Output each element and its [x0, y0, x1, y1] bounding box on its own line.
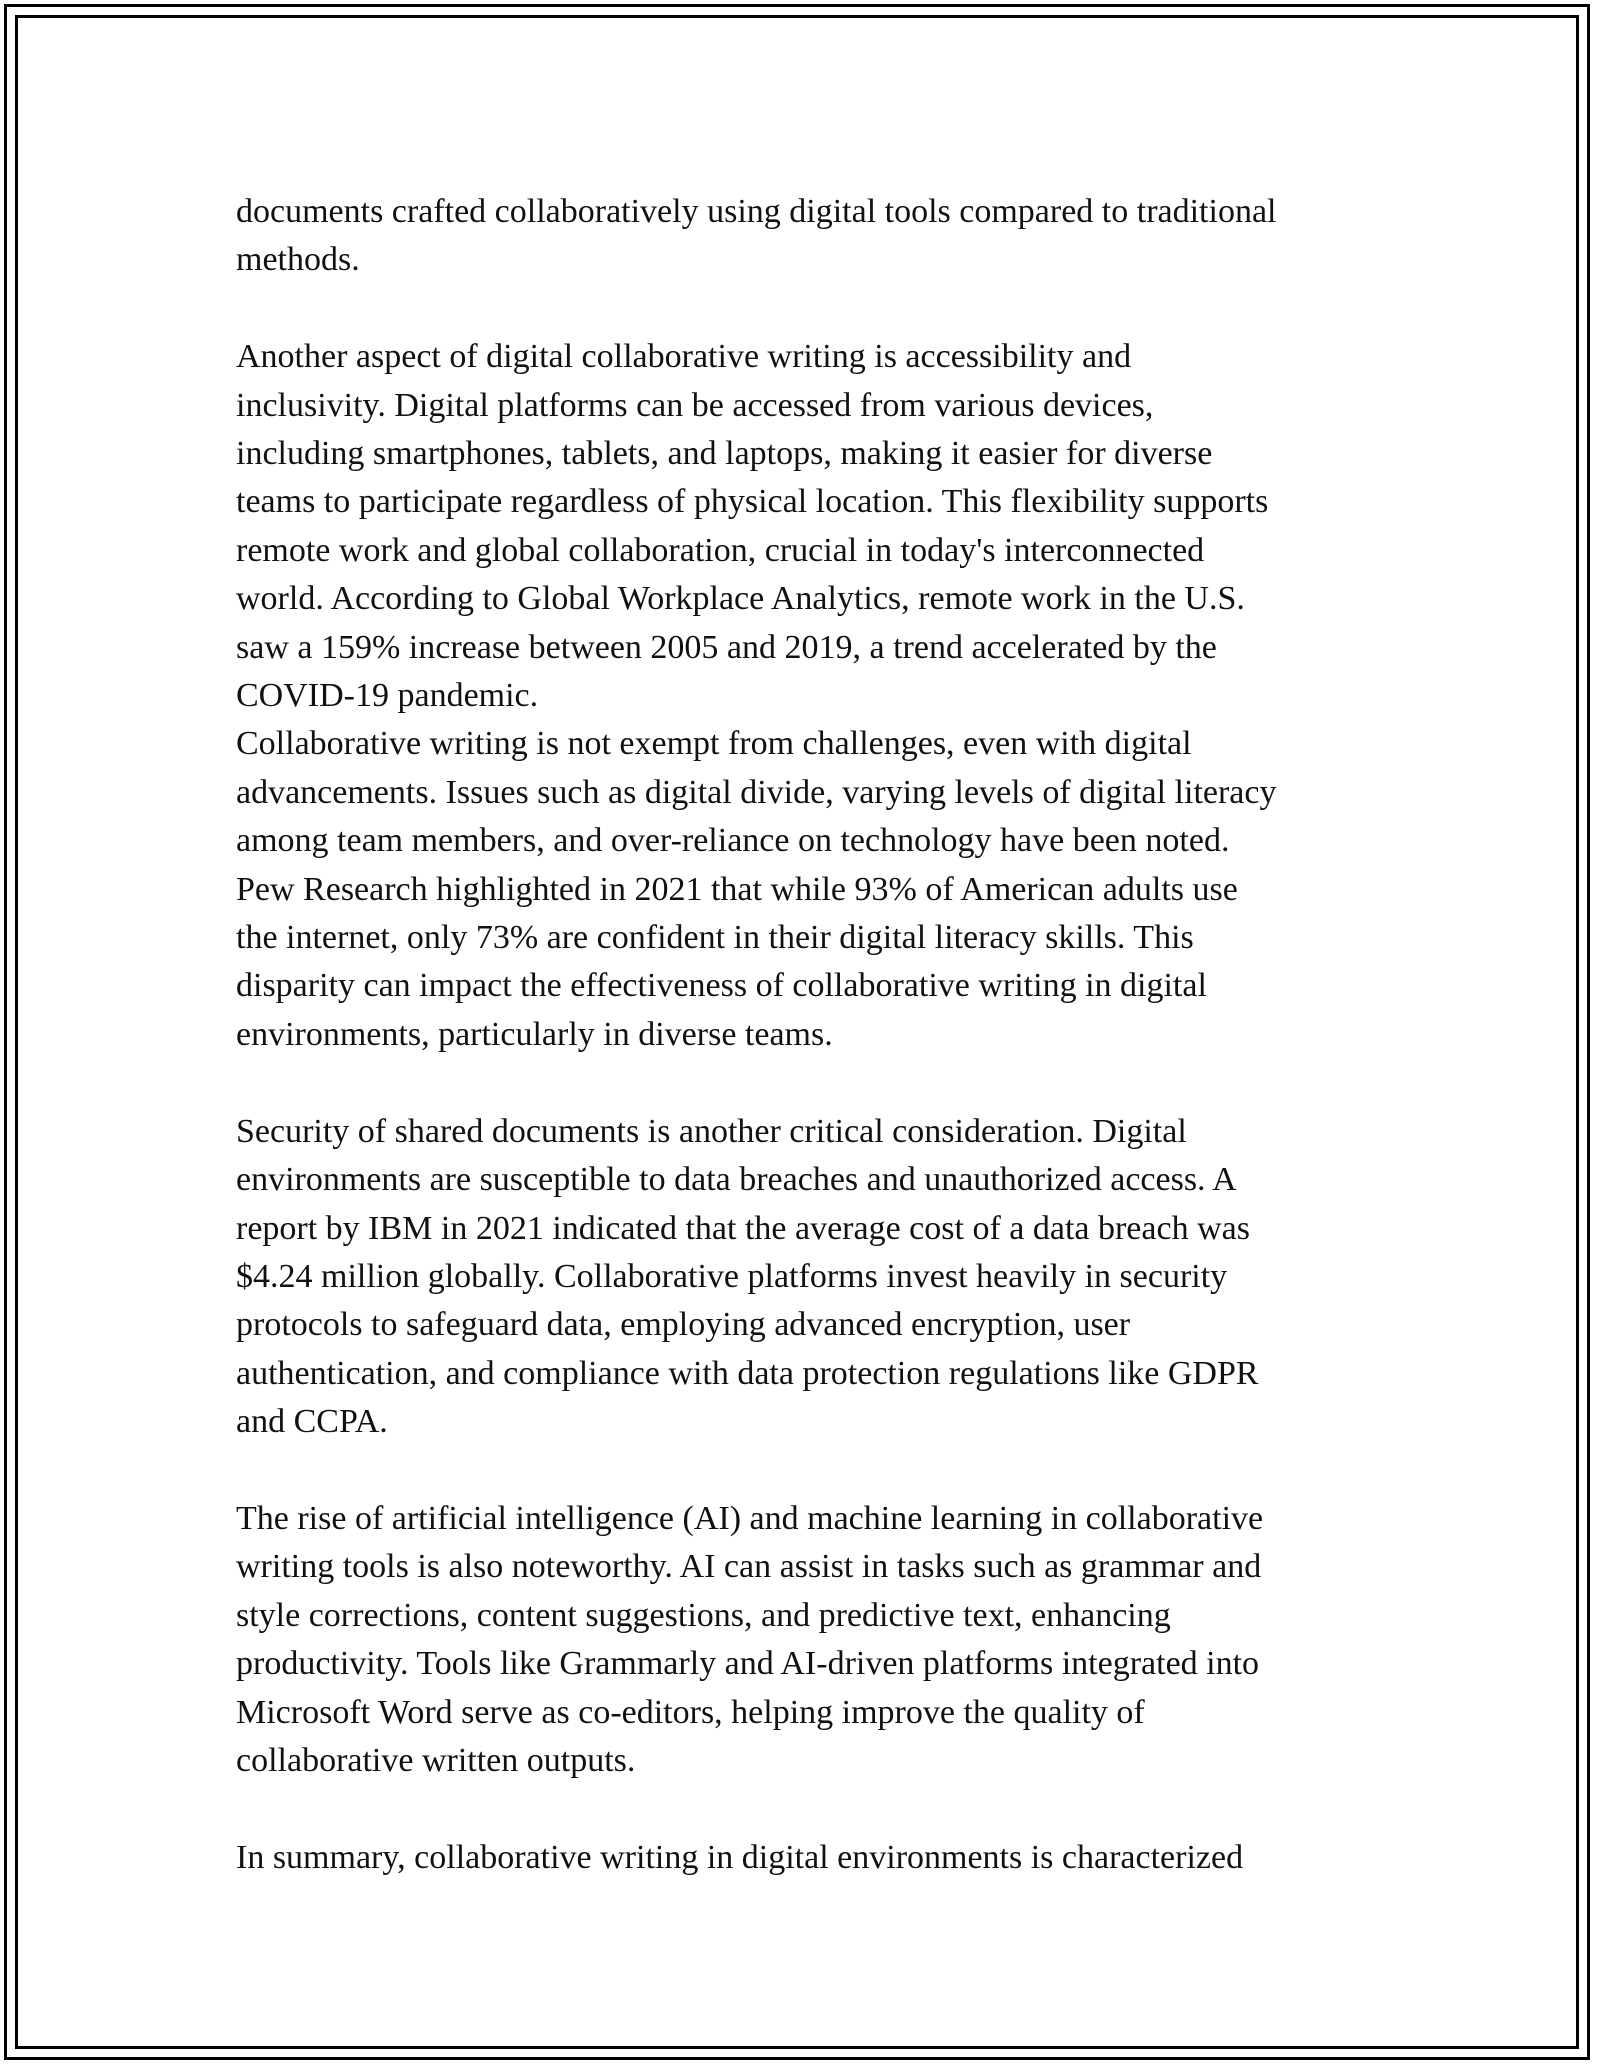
paragraph-gap	[236, 1447, 1366, 1495]
paragraph-gap	[236, 1785, 1366, 1833]
paragraph-continued-intro: documents crafted collaboratively using digital tools compared to traditional methods.	[236, 193, 1277, 279]
paragraph-security: Security of shared documents is another critical consideration. Digital environments are susceptible to data breaches and unauthorized access. A report by IBM in 2021 indicated that the average cost of a data breach was $4.24 million globally. Collaborative platforms invest heavily in security protocols to safeguard data, employing advanced encryption, user authentication, and compliance with data protection regulations like GDPR and CCPA.	[236, 1112, 1259, 1441]
paragraph-gap	[236, 285, 1366, 333]
paragraph-challenges: Collaborative writing is not exempt from challenges, even with digital advancements. Issues such as digital divide, varying levels of digital literacy among team members, and over-reliance on technology have been noted. Pew Research highlighted in 2021 that while 93% of American adults use the internet, only 73% are confident in their digital literacy skills. This disparity can impact the effectiveness of collaborative writing in digital environments, particularly in diverse teams.	[236, 725, 1277, 1053]
paragraph-summary: In summary, collaborative writing in digital environments is characterized	[236, 1838, 1244, 1876]
paragraph-gap	[236, 1059, 1366, 1107]
paragraph-accessibility: Another aspect of digital collaborative writing is accessibility and inclusivity. Digital platforms can be accessed from various devices, including smartphones, tablets, and laptops, making it easier for diverse teams to participate regardless of physical location. This flexibility supports remote work and global collaboration, crucial in today's interconnected world. According to Global Workplace Analytics, remote work in the U.S. saw a 159% increase between 2005 and 2019, a trend accelerated by the COVID-19 pandemic.	[236, 338, 1269, 715]
paragraph-ai: The rise of artificial intelligence (AI) and machine learning in collaborative writing tools is also noteworthy. AI can assist in tasks such as grammar and style corrections, content suggestions, and predictive text, enhancing productivity. Tools like Grammarly and AI-driven platforms integrated into Microsoft Word serve as co-editors, helping improve the quality of collaborative written outputs.	[236, 1499, 1264, 1779]
document-body	[236, 188, 1366, 1882]
